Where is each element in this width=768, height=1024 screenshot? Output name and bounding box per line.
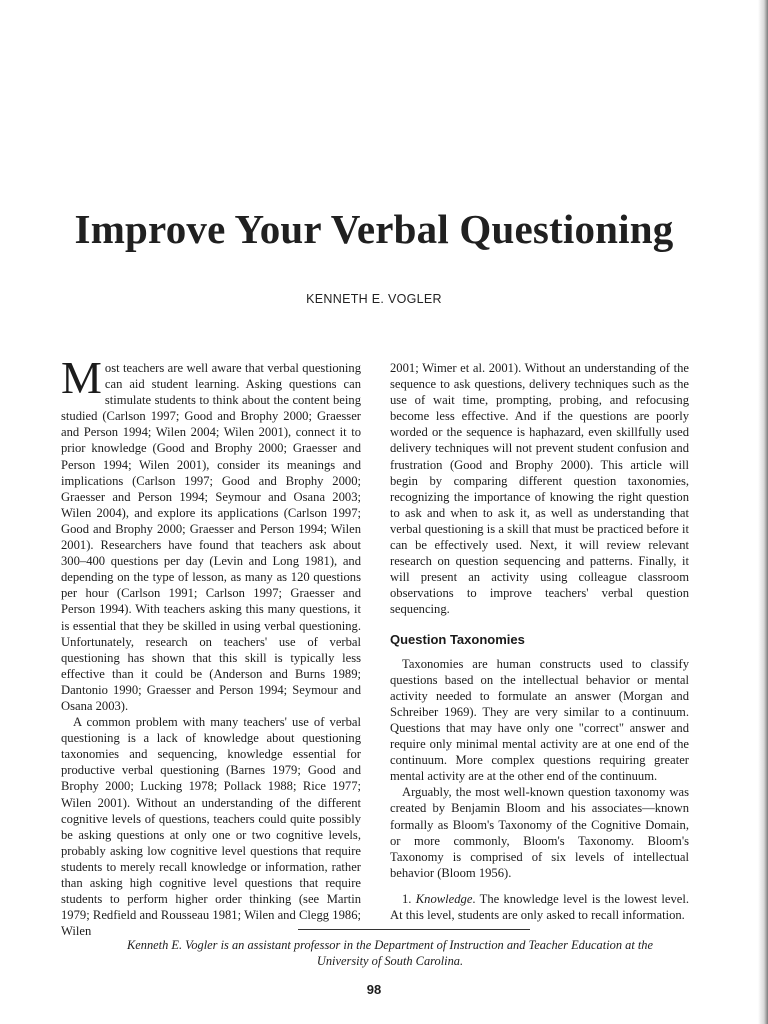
footnote-divider [298,929,530,930]
article-title: Improve Your Verbal Questioning [74,206,674,252]
body-paragraph: Taxonomies are human constructs used to classify questions based on the intellectual behavior or mental activity needed to formulate an answer (Morgan and Schreiber 1969). They are very similar to a continuum. Questions that may have only one "correct" answer and require only minimal mental activity are at one end of the continuum. More complex questions requiring greater mental activity are at the other end of the continuum. [390,656,689,784]
article-author: KENNETH E. VOGLER [306,292,442,306]
author-footnote: Kenneth E. Vogler is an assistant professor in the Department of Instruction and Teacher Education at the University of South Carolina. [127,938,653,968]
right-column [390,360,689,923]
scan-edge-shadow [758,0,768,1024]
list-number: 1. [402,891,416,906]
list-item-text: . The knowledge level is the lowest level. At this level, students are only asked to recall information. [390,891,690,922]
section-heading: Question Taxonomies [390,631,525,647]
list-item-paragraph [390,891,689,923]
drop-cap: M [61,352,102,403]
left-column [61,352,361,939]
body-paragraph: Arguably, the most well-known question taxonomy was created by Benjamin Bloom and his associates—known formally as Bloom's Taxonomy of the Cognitive Domain, or more commonly, Bloom's Taxonomy. Bloom's Taxonomy is comprised of six levels of intellectual behavior (Bloom 1956). [390,785,689,880]
body-paragraph: 2001; Wimer et al. 2001). Without an understanding of the sequence to ask questions, delivery techniques such as the use of wait time, prompting, probing, and refocusing become less effective. And if the questions are poorly worded or the sequence is haphazard, even skillfully used delivery techniques will not prevent student confusion and frustration (Good and Brophy 2000). This article will begin by comparing different question taxonomies, recognizing the importance of knowing the right question to ask and when to ask it, as well as understanding that verbal questioning is a skill that must be practiced before it can be effectively used. Next, it will review relevant research on question sequencing and patterns. Finally, it will present an activity using colleague classroom observations to improve teachers' verbal question sequencing. [390,361,689,617]
intro-paragraph-text: ost teachers are well aware that verbal questioning can aid student learning. Asking questions can stimulate students to think about the content being studied (Carlson 1997; Good and Brophy 2000; Graesser and Person 1994; Wilen 2004; Wilen 2001), connect it to prior knowledge (Good and Brophy 2000; Graesser and Person 1994; Wilen 2001), consider its meanings and implications (Carlson 1997; Good and Brophy 2000; Graesser and Person 1994; Seymour and Osana 2003; Wilen 2004), and explore its applications (Carlson 1997; Good and Brophy 2000; Graesser and Person 1994; Wilen 2001). Researchers have found that teachers ask about 300–400 questions per day (Levin and Long 1981), and depending on the type of lesson, as many as 120 questions per hour (Carlson 1991; Carlson 1997; Graesser and Person 1994). With teachers asking this many questions, it is essential that they be skilled in using verbal questioning. Unfortunately, research on teachers' use of verbal questioning has shown that this skill is typically less effective than it could be (Anderson and Burns 1989; Dantonio 1990; Graesser and Person 1994; Seymour and Osana 2003). [61,361,361,713]
body-paragraph: A common problem with many teachers' use of verbal questioning is a lack of knowledge about questioning taxonomies and sequencing, knowledge essential for productive verbal questioning (Barnes 1979; Good and Brophy 2000; Lucking 1978; Pollack 1988; Rice 1977; Wilen 2001). Without an understanding of the different cognitive levels of questions, teachers could quite possibly be asking questions at only one or two cognitive levels, probably asking low cognitive level questions that require students to merely recall knowledge or information, rather than asking high cognitive level questions that require students to perform higher order thinking (see Martin 1979; Redfield and Rousseau 1981; Wilen and Clegg 1986; Wilen [61,715,361,939]
page-number: 98 [366,982,382,997]
list-term: Knowledge [415,891,473,906]
intro-paragraph [61,352,361,714]
